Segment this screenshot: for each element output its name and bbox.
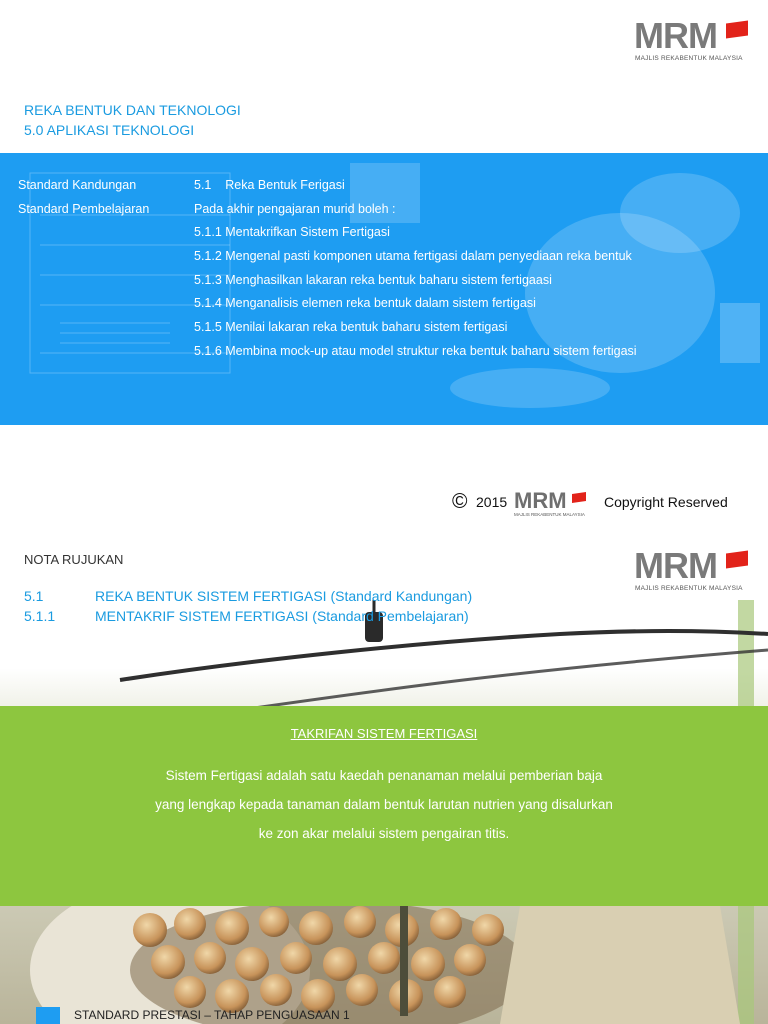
ref-text: REKA BENTUK SISTEM FERTIGASI (Standard Kandungan) — [95, 588, 473, 604]
mrm-logo — [634, 15, 752, 64]
standards-panel — [0, 153, 768, 425]
logo-subtitle: MAJLIS REKABENTUK MALAYSIA — [514, 512, 585, 517]
copyright-mrm-logo — [514, 490, 596, 518]
copyright-icon: © — [452, 490, 468, 513]
footer-heading: STANDARD PRESTASI – TAHAP PENGUASAAN 1 — [74, 1008, 350, 1022]
footer-accent-bar — [36, 1007, 60, 1024]
copyright-notice — [452, 490, 752, 518]
copyright-text: Copyright Reserved — [604, 494, 728, 510]
pembelajaran-intro: Pada akhir pengajaran murid boleh : — [194, 202, 396, 216]
definition-line: yang lengkap kepada tanaman dalam bentuk larutan nutrien yang disalurkan — [155, 797, 613, 812]
definition-line: ke zon akar melalui sistem pengairan titis. — [258, 826, 510, 841]
logo-flag-icon — [726, 550, 748, 568]
logo-subtitle: MAJLIS REKABENTUK MALAYSIA — [635, 55, 743, 62]
background-diagram-image — [0, 153, 768, 425]
objective-item: 5.1.4 Menganalisis elemen reka bentuk dalam sistem fertigasi — [194, 296, 536, 310]
logo-flag-icon — [572, 492, 586, 503]
slide-2 — [0, 530, 768, 1024]
copyright-year: 2015 — [476, 494, 508, 510]
ref-number: 5.1 — [24, 588, 44, 604]
objective-item: 5.1.2 Mengenal pasti komponen utama fertigasi dalam penyediaan reka bentuk — [194, 249, 632, 263]
objective-item: 5.1.3 Menghasilkan lakaran reka bentuk baharu sistem fertigaasi — [194, 273, 552, 287]
kandungan-value: 5.1 Reka Bentuk Ferigasi — [194, 178, 345, 192]
mrm-logo — [634, 545, 752, 594]
nota-rujukan-heading: NOTA RUJUKAN — [24, 552, 124, 567]
logo-letters: MRM — [634, 545, 717, 586]
definition-box — [0, 706, 768, 906]
objective-item: 5.1.5 Menilai lakaran reka bentuk baharu sistem fertigasi — [194, 320, 508, 334]
logo-letters: MRM — [634, 15, 717, 56]
subject-title: REKA BENTUK DAN TEKNOLOGI — [24, 102, 241, 118]
logo-letters: MRM — [514, 488, 567, 513]
definition-line: Sistem Fertigasi adalah satu kaedah penanaman melalui pemberian baja — [165, 768, 603, 783]
topic-title: 5.0 APLIKASI TEKNOLOGI — [24, 122, 195, 138]
ref-text: MENTAKRIF SISTEM FERTIGASI (Standard Pembelajaran) — [95, 608, 469, 624]
standard-kandungan-label: Standard Kandungan — [18, 178, 137, 192]
objective-item: 5.1.6 Membina mock-up atau model struktur reka bentuk baharu sistem fertigasi — [194, 344, 637, 358]
objective-item: 5.1.1 Mentakrifkan Sistem Fertigasi — [194, 225, 390, 239]
definition-title: TAKRIFAN SISTEM FERTIGASI — [290, 726, 478, 741]
logo-subtitle: MAJLIS REKABENTUK MALAYSIA — [635, 585, 743, 592]
ref-number: 5.1.1 — [24, 608, 56, 624]
logo-flag-icon — [726, 20, 748, 38]
standard-pembelajaran-label: Standard Pembelajaran — [18, 202, 150, 216]
